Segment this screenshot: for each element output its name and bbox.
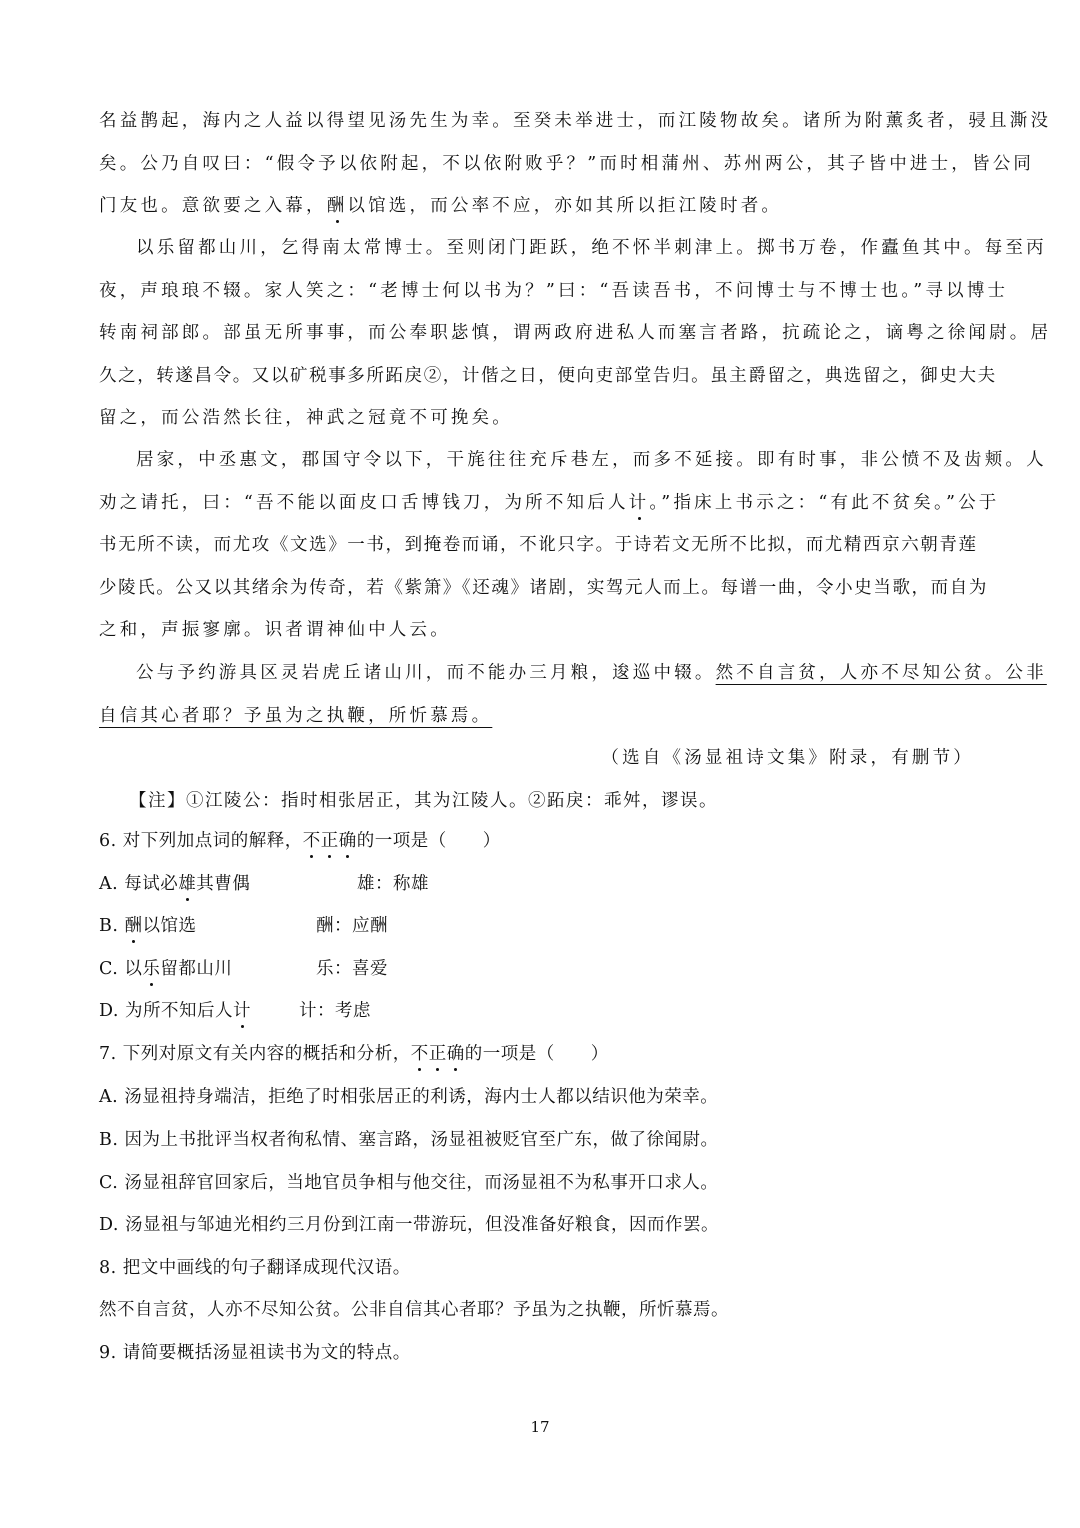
passage-line: 久之，转遂昌令。又以矿税事多所跖戾②，计偕之日，便向吏部堂告归。虽主爵留之，典选留之，御史大夫 [99, 366, 997, 386]
text-span: 7. 下列对原文有关内容的概括和分析， [99, 1044, 411, 1064]
emphasis-dotted [411, 1044, 465, 1064]
question-9-stem: 9. 请简要概括汤显祖读书为文的特点。 [99, 1343, 411, 1363]
passage-line: 少陵氏。公又以其绪余为传奇，若《紫箫》《还魂》诸剧，实驾元人而上。每谱一曲，令小史当歌，而自为 [99, 578, 988, 598]
passage-line: 之和，声振寥廓。识者谓神仙中人云。 [99, 620, 451, 640]
passage-line [99, 704, 492, 728]
passage-line: 转南祠部郎。部虽无所事事，而公奉职毖慎，谓两政府进私人而塞言者路，抗疏论之，谪粤之徐闻尉。居 [99, 323, 1052, 343]
passage-line: 留之，而公浩然长往，神武之冠竟不可挽矣。 [99, 408, 513, 428]
option-6b-gloss: 酬：应酬 [316, 916, 388, 936]
dotted-word: 雄 [178, 874, 197, 894]
dotted-char: 不 [302, 831, 321, 851]
passage-line: 居家，中丞惠文，郡国守令以下，干旄往往充斥巷左，而多不延接。即有时事，非公愤不及齿颊。人 [136, 450, 1047, 470]
dotted-char: 正 [428, 1044, 447, 1064]
option-6a-gloss: 雄：称雄 [357, 874, 429, 894]
text-span: C. 以 [99, 959, 143, 979]
text-span: 其曹偶 [196, 874, 251, 894]
underlined-sentence: 然不自言贫，人亦不尽知公贫。公非 [715, 663, 1047, 683]
text-span: 留都山川 [160, 959, 233, 979]
passage-line: 以乐留都山川，乞得南太常博士。至则闭门距跃，绝不怀半刺津上。掷书万卷，作蠹鱼其中。每至丙 [136, 238, 1047, 258]
text-span: 。”指床上书示之：“有此不贫矣。”公于 [649, 493, 1000, 513]
text-span: B. [99, 916, 125, 936]
text-span: 门友也。意欲要之入幕， [99, 196, 327, 216]
dotted-word: 酬 [326, 196, 348, 216]
passage-line [99, 491, 1000, 515]
passage-line: 夜，声琅琅不辍。家人笑之：“老博士何以书为？”曰：“吾读吾书，不问博士与不博士也。”寻以博士 [99, 281, 1009, 301]
text-span: 劝之请托，曰：“吾不能以面皮口舌博钱刀，为所不知后人 [99, 493, 629, 513]
option-7d[interactable]: D. 汤显祖与邹迪光相约三月份到江南一带游玩，但没准备好粮食，因而作罢。 [99, 1215, 720, 1235]
text-span: 6. 对下列加点词的解释， [99, 831, 303, 851]
question-8-sentence: 然不自言贫，人亦不尽知公贫。公非自信其心者耶？予虽为之执鞭，所忻慕焉。 [99, 1300, 729, 1320]
question-7-stem [99, 1042, 609, 1066]
text-span: 的一项是（ ） [464, 1044, 609, 1064]
dotted-word: 计 [233, 1001, 252, 1021]
passage-line [99, 194, 782, 218]
passage-line: 书无所不读，而尤攻《文选》一书，到掩卷而诵，不讹只字。于诗若文无所不比拟，而尤精西京六朝青莲 [99, 535, 978, 555]
text-span: 公与予约游具区灵岩虎丘诸山川，而不能办三月粮，逡巡中辍。 [136, 663, 716, 683]
dotted-char: 正 [320, 831, 339, 851]
passage-line: 矣。公乃自叹曰：“假令予以依附起，不以依附败乎？”而时相蒲州、苏州两公，其子皆中进士，皆公同 [99, 154, 1035, 174]
option-7b[interactable]: B. 因为上书批评当权者徇私情、塞言路，汤显祖被贬官至广东，做了徐闻尉。 [99, 1130, 719, 1150]
dotted-char: 确 [446, 1044, 465, 1064]
emphasis-dotted [303, 831, 357, 851]
option-6d-gloss: 计：考虑 [299, 1001, 371, 1021]
text-span: 的一项是（ ） [356, 831, 501, 851]
underlined-sentence: 自信其心者耶？予虽为之执鞭，所忻慕焉。 [99, 706, 493, 726]
text-span: A. 每试必 [99, 874, 179, 894]
question-8-stem: 8. 把文中画线的句子翻译成现代汉语。 [99, 1258, 411, 1278]
option-6c[interactable] [99, 957, 232, 981]
passage-line [136, 661, 1047, 685]
question-6-stem [99, 829, 501, 853]
passage-line: 名益鹊起，海内之人益以得望见汤先生为幸。至癸未举进士，而江陵物故矣。诸所为附薰炙者，骎且澌没 [99, 111, 1052, 131]
dotted-word: 计 [628, 493, 650, 513]
option-7c[interactable]: C. 汤显祖辞官回家后，当地官员争相与他交往，而汤显祖不为私事开口求人。 [99, 1173, 719, 1193]
option-6a[interactable] [99, 872, 250, 896]
dotted-char: 不 [410, 1044, 429, 1064]
source-citation: （选自《汤显祖诗文集》附录，有删节） [601, 748, 974, 768]
option-6c-gloss: 乐：喜爱 [316, 959, 388, 979]
option-6d[interactable] [99, 999, 251, 1023]
option-6b[interactable] [99, 914, 197, 938]
dotted-word: 酬 [124, 916, 143, 936]
text-span: D. 为所不知后人 [99, 1001, 234, 1021]
text-span: 以馆选 [142, 916, 197, 936]
option-7a[interactable]: A. 汤显祖持身端洁，拒绝了时相张居正的利诱，海内士人都以结识他为荣幸。 [99, 1087, 719, 1107]
text-span: 以馆选，而公率不应，亦如其所以拒江陵时者。 [347, 196, 783, 216]
dotted-char: 确 [338, 831, 357, 851]
footnote: 【注】①江陵公：指时相张居正，其为江陵人。②跖戾：乖舛，谬误。 [129, 791, 718, 811]
dotted-word: 乐 [142, 959, 161, 979]
page-number: 17 [530, 1418, 550, 1436]
